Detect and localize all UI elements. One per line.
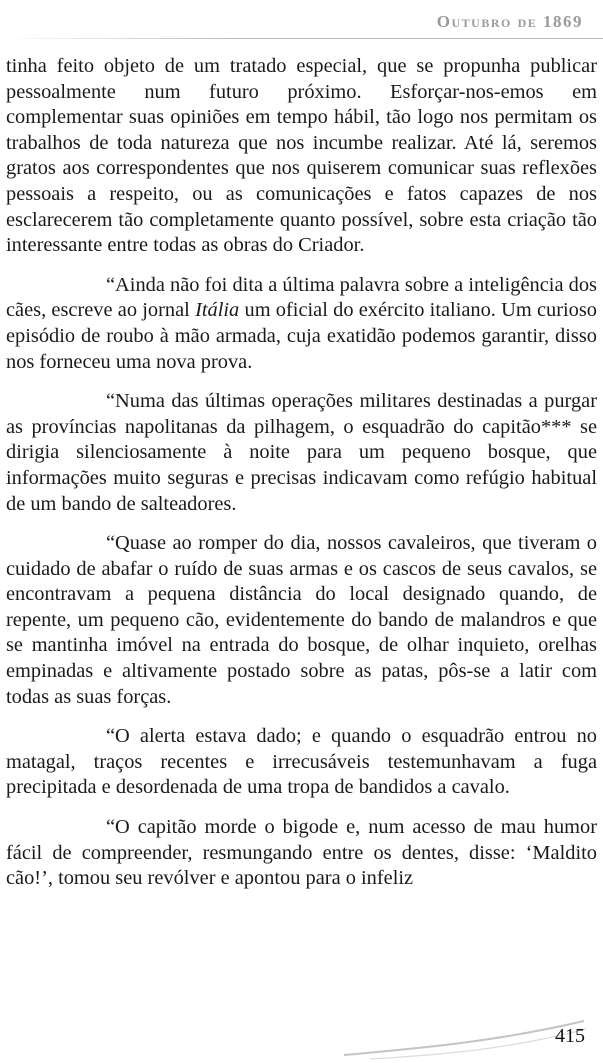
page-body [6,54,597,892]
paragraph-6: “O capitão morde o bigode e, num acesso de mau humor fácil de compreender, resmungando entre os dentes, disse: ‘Maldito cão!’, tomou seu revólver e apontou para o infeliz [6,816,597,890]
paragraph-4: “Quase ao romper do dia, nossos cavaleiros, que tiveram o cuidado de abafar o ruído de suas armas e os cascos de seus cavalos, se encontravam a pequena distância do local designado quando, de repente, um pequeno cão, evidentemente do bando de malandros e que se mantinha imóvel na entrada do bosque, de olhar inquieto, orelhas empinadas e altivamente postado sobre as patas, pôs-se a latir com todas as suas forças. [6,532,597,708]
newspaper-name: Itália [195,299,240,322]
paragraph-2 [6,273,597,375]
paragraph-2-text-end: um oficial do exército italiano. Um curioso episódio de roubo à mão armada, cuja exatidão podemos garantir, disso nos forneceu uma nova prova. [6,299,597,373]
paragraph-2-text-start: “Ainda não foi dita a última palavra sobre a inteligência dos cães, escreve ao jornal [6,273,597,322]
footer-swoosh-decoration [340,1015,590,1061]
header-divider [0,38,603,39]
paragraph-1: tinha feito objeto de um tratado especial, que se propunha publicar pessoalmente num futuro próximo. Esforçar-nos-emos em complementar suas opiniões em tempo hábil, tão logo nos permitam os trabalhos de toda natureza que nos incumbe realizar. Até lá, seremos gratos aos correspondentes que nos quiserem comunicar suas reflexões pessoais a respeito, ou as comunicações e fatos capazes de nos esclarecerem tão completamente quanto possível, sobre esta criação tão interessante entre todas as obras do Criador. [6,55,597,257]
paragraph-3: “Numa das últimas operações militares destinadas a purgar as províncias napolitanas da pilhagem, o esquadrão do capitão*** se dirigia silenciosamente à noite para um pequeno bosque, que informações muito seguras e precisas indicavam como refúgio habitual de um bando de salteadores. [6,390,597,515]
paragraph-5: “O alerta estava dado; e quando o esquadrão entrou no matagal, traços recentes e irrecusáveis testemunhavam a fuga precipitada e desordenada de uma tropa de bandidos a cavalo. [6,725,597,799]
page-number: 415 [555,1025,585,1047]
running-header: Outubro de 1869 [436,12,583,31]
